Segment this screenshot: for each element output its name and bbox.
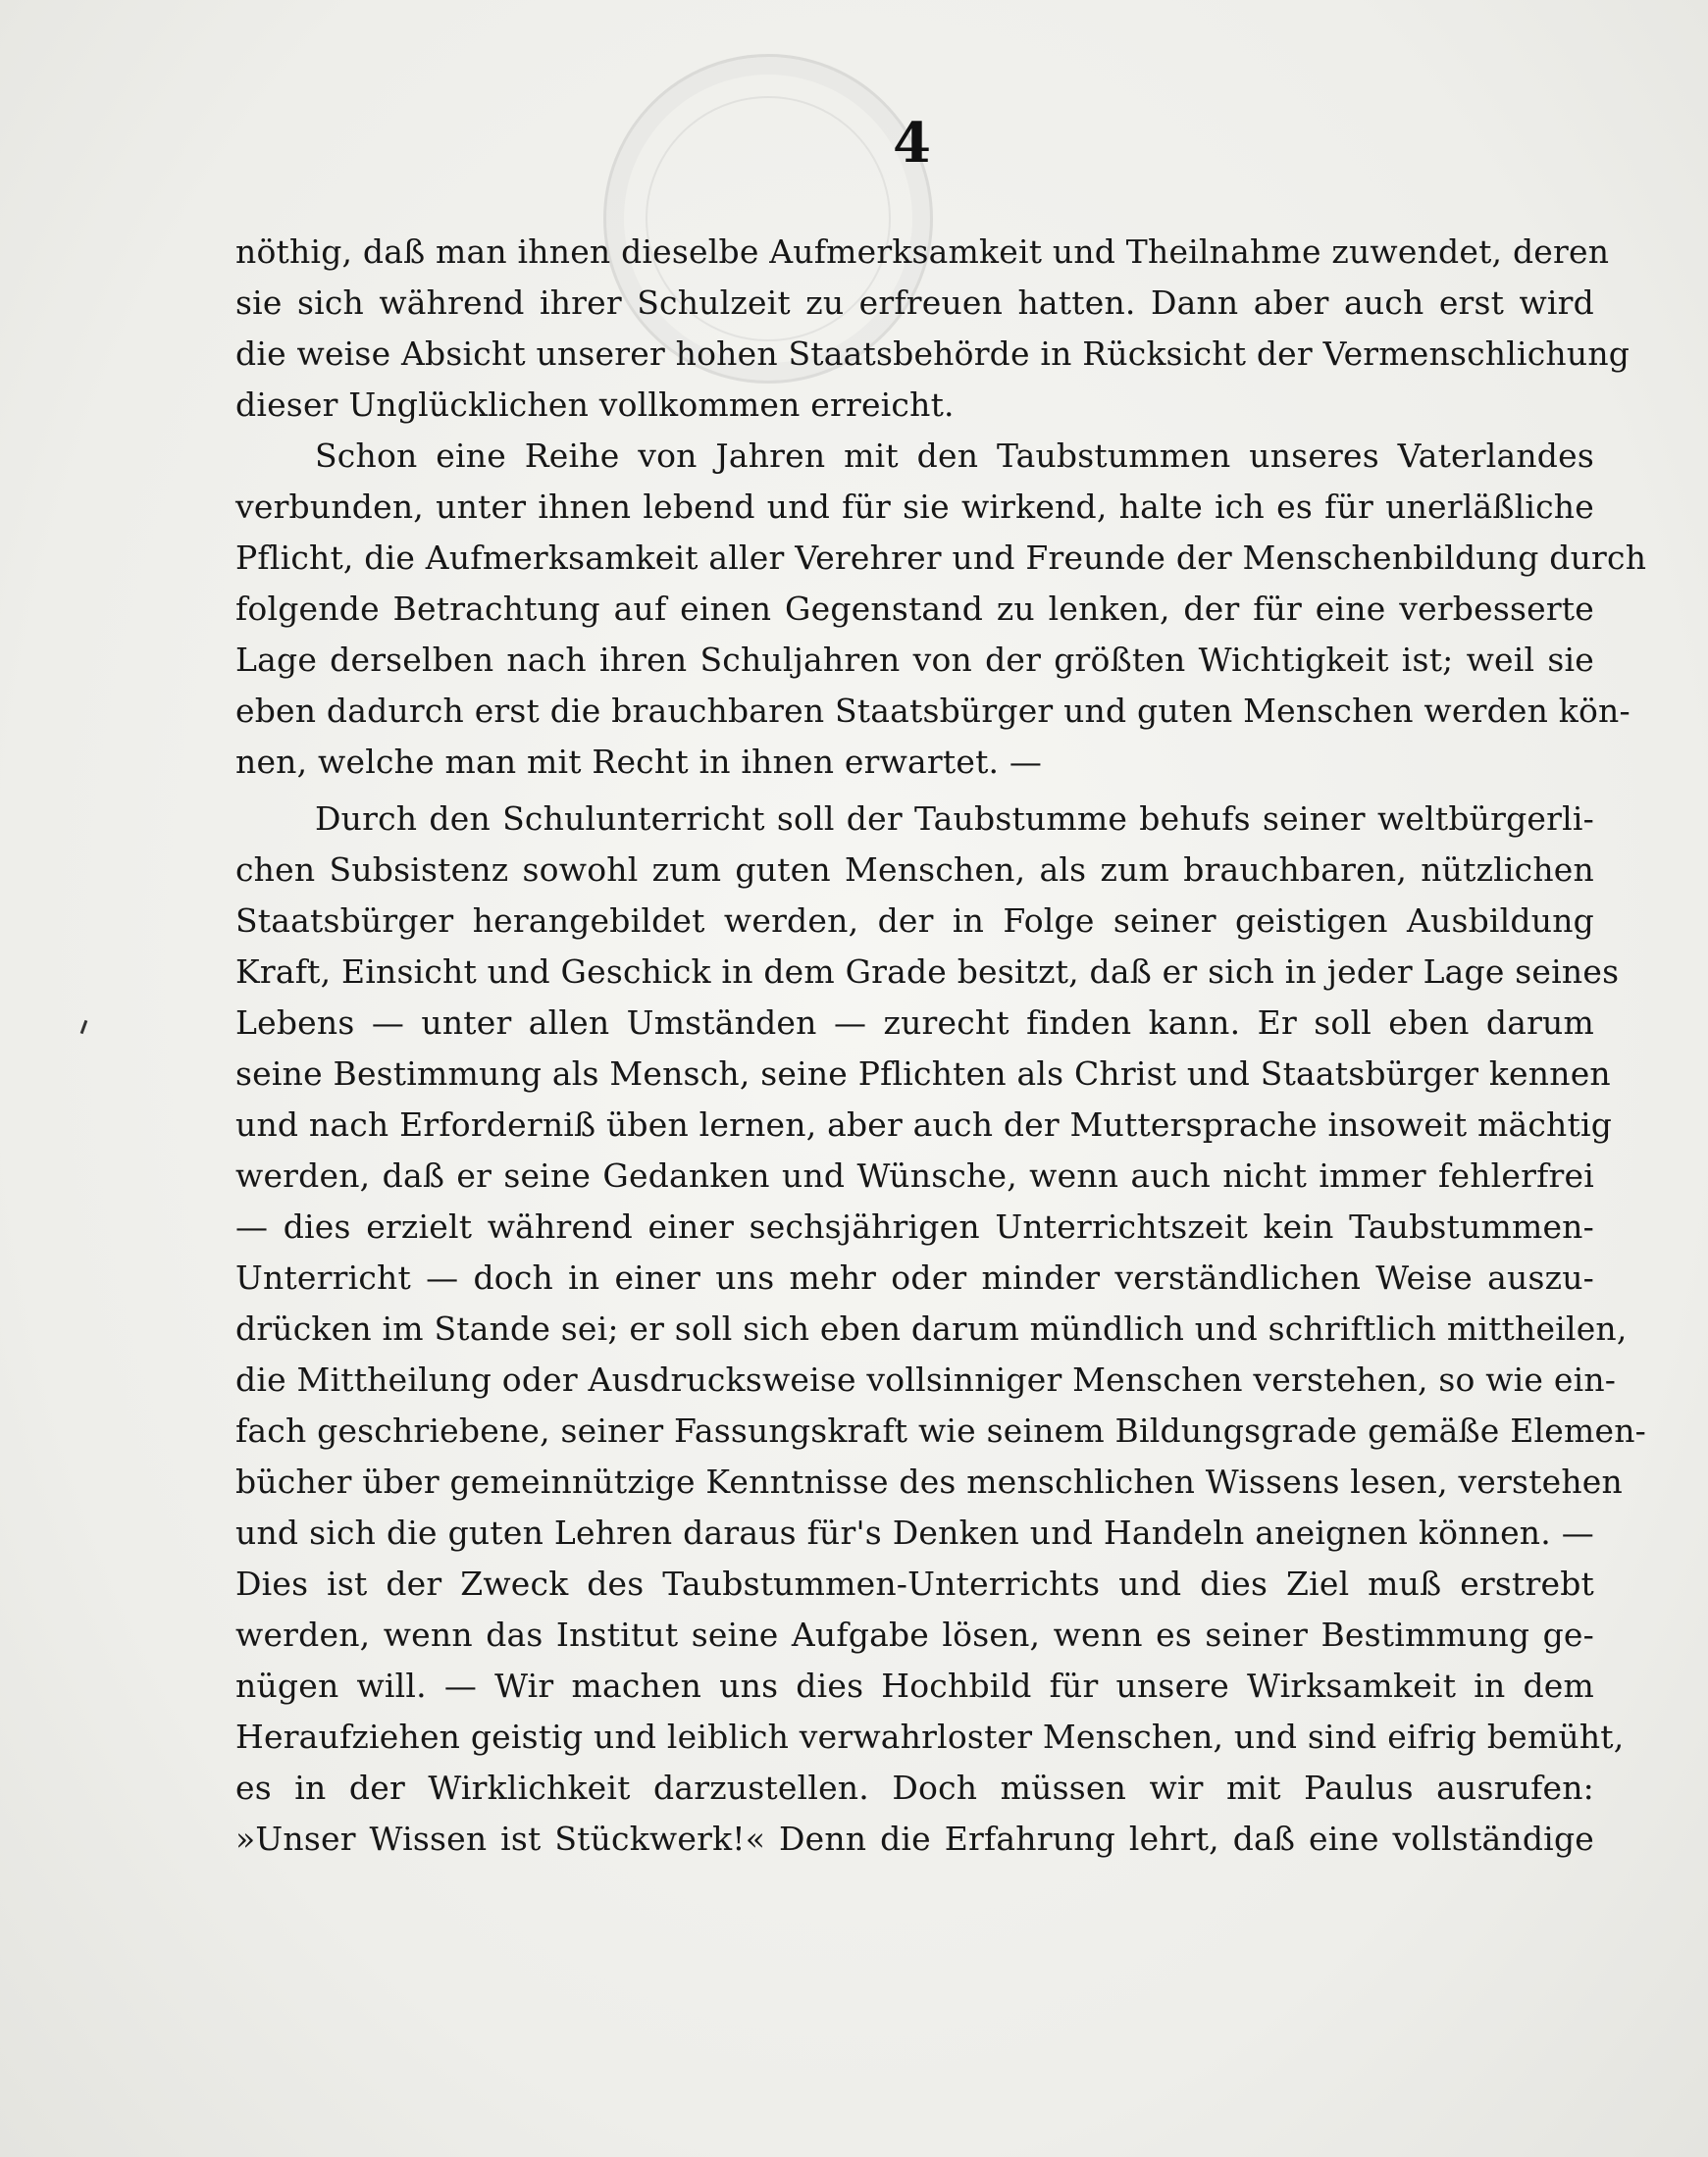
page-number: 4 (893, 111, 931, 176)
text-line: chen Subsistenz sowohl zum guten Menschen, als zum brauchbaren, nützlichen (235, 850, 1594, 889)
text-line: werden, daß er seine Gedanken und Wünsche, wenn auch nicht immer fehlerfrei (235, 1156, 1594, 1195)
text-line: nen, welche man mit Recht in ihnen erwartet. — (235, 743, 1043, 781)
text-line: werden, wenn das Institut seine Aufgabe lösen, wenn es seiner Bestimmung ge- (235, 1616, 1594, 1654)
text-line: fach geschriebene, seiner Fassungskraft wie seinem Bildungsgrade gemäße Elemen- (235, 1412, 1647, 1450)
text-line: Pflicht, die Aufmerksamkeit aller Verehrer und Freunde der Menschenbildung durch (235, 539, 1647, 577)
text-line: Heraufziehen geistig und leiblich verwahrloster Menschen, und sind eifrig bemüht, (235, 1718, 1625, 1756)
text-line: Lage derselben nach ihren Schuljahren von der größten Wichtigkeit ist; weil sie (235, 641, 1594, 679)
text-line: bücher über gemeinnützige Kenntnisse des menschlichen Wissens lesen, verstehen (235, 1463, 1623, 1501)
text-line: die Mittheilung oder Ausdrucksweise vollsinniger Menschen verstehen, so wie ein- (235, 1361, 1617, 1399)
text-line: »Unser Wissen ist Stückwerk!« Denn die Erfahrung lehrt, daß eine vollständige (235, 1820, 1594, 1858)
text-line: eben dadurch erst die brauchbaren Staatsbürger und guten Menschen werden kön- (235, 692, 1630, 730)
text-line: dieser Unglücklichen vollkommen erreicht. (235, 385, 955, 424)
text-line: Kraft, Einsicht und Geschick in dem Grade besitzt, daß er sich in jeder Lage seines (235, 952, 1620, 991)
text-line: es in der Wirklichkeit darzustellen. Doch müssen wir mit Paulus ausrufen: (235, 1769, 1594, 1807)
text-line: Schon eine Reihe von Jahren mit den Taubstummen unseres Vaterlandes (315, 437, 1594, 475)
text-line: Dies ist der Zweck des Taubstummen-Unterrichts und dies Ziel muß erstrebt (235, 1565, 1594, 1603)
text-line: und sich die guten Lehren daraus für's Denken und Handeln aneignen können. — (235, 1514, 1594, 1552)
text-line: Staatsbürger herangebildet werden, der in Folge seiner geistigen Ausbildung (235, 901, 1594, 940)
text-line: Unterricht — doch in einer uns mehr oder minder verständlichen Weise auszu- (235, 1258, 1594, 1297)
text-line: folgende Betrachtung auf einen Gegenstand zu lenken, der für eine verbesserte (235, 590, 1594, 628)
text-line: drücken im Stande sei; er soll sich eben darum mündlich und schriftlich mittheilen, (235, 1310, 1628, 1348)
text-line: verbunden, unter ihnen lebend und für sie wirkend, halte ich es für unerläßliche (235, 488, 1594, 526)
text-line: sie sich während ihrer Schulzeit zu erfreuen hatten. Dann aber auch erst wird (235, 283, 1594, 322)
text-line: und nach Erforderniß üben lernen, aber auch der Muttersprache insoweit mächtig (235, 1105, 1613, 1144)
text-line: Lebens — unter allen Umständen — zurecht finden kann. Er soll eben darum (235, 1003, 1594, 1042)
text-line: — dies erzielt während einer sechsjährigen Unterrichtszeit kein Taubstummen- (235, 1207, 1594, 1246)
text-line: die weise Absicht unserer hohen Staatsbehörde in Rücksicht der Vermenschlichung (235, 334, 1630, 373)
text-line: Durch den Schulunterricht soll der Taubstumme behufs seiner weltbürgerli- (315, 799, 1594, 838)
text-line: nöthig, daß man ihnen dieselbe Aufmerksamkeit und Theilnahme zuwendet, deren (235, 232, 1610, 271)
text-line: seine Bestimmung als Mensch, seine Pflichten als Christ und Staatsbürger kennen (235, 1054, 1611, 1093)
text-line: nügen will. — Wir machen uns dies Hochbild für unsere Wirksamkeit in dem (235, 1667, 1594, 1705)
